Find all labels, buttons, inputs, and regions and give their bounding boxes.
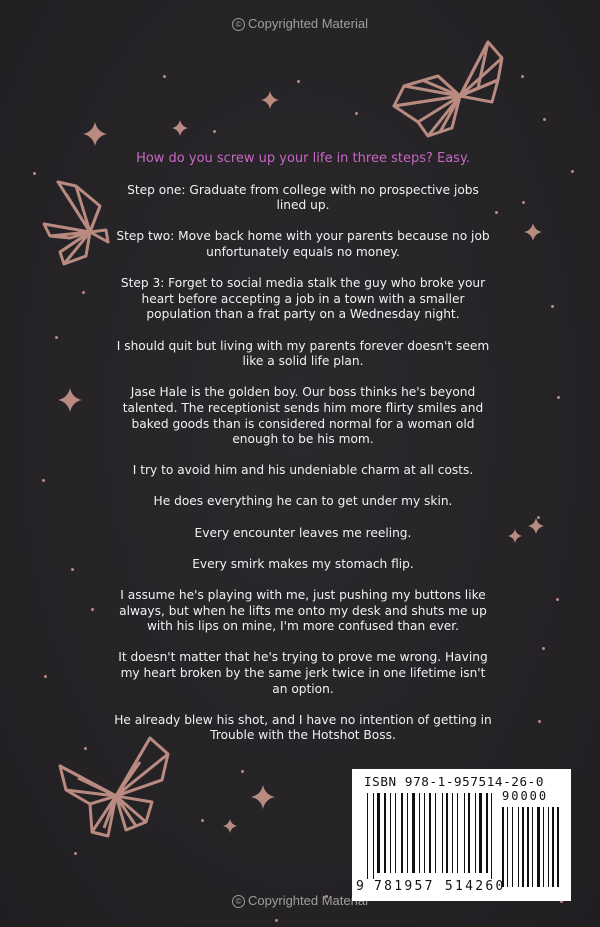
copyright-icon: © [232, 895, 245, 908]
copyright-watermark-bottom [0, 893, 600, 908]
barcode-bar [486, 793, 488, 873]
sparkle-icon [508, 529, 522, 543]
barcode-bar [424, 793, 425, 873]
blurb-text-block [112, 151, 494, 760]
star-dot [55, 336, 58, 339]
star-dot [537, 516, 540, 519]
butterfly-icon [388, 36, 506, 144]
copyright-watermark-top [0, 16, 600, 31]
blurb-paragraph: He does everything he can to get under my skin. [153, 494, 453, 509]
blurb-paragraph: Step two: Move back home with your parents because no job unfortunately equals no money. [116, 229, 490, 259]
barcode-bar [446, 793, 448, 873]
addon-bar [512, 807, 513, 887]
blurb-paragraph: It doesn't matter that he's trying to prove me wrong. Having my heart broken by the same jerk twice in one lifetime isn't an option. [118, 650, 488, 696]
star-dot [241, 770, 244, 773]
barcode-bar [373, 793, 374, 879]
star-dot [33, 172, 36, 175]
star-dot [355, 112, 358, 115]
blurb-paragraph: Every encounter leaves me reeling. [194, 525, 412, 540]
star-dot [571, 170, 574, 173]
star-dot [495, 211, 498, 214]
barcode-bar [367, 793, 368, 879]
barcode-bar [401, 793, 403, 873]
blurb-paragraph: Step 3: Forget to social media stalk the guy who broke your heart before accepting a job in a town with a smaller population than a frat party on a Wednesday night. [120, 276, 486, 322]
blurb-paragraph: Step one: Graduate from college with no prospective jobs lined up. [127, 182, 479, 213]
sparkle-icon [528, 518, 544, 534]
addon-bar [532, 807, 533, 887]
isbn-barcode [352, 769, 571, 901]
barcode-bar [452, 793, 453, 873]
sparkle-icon [172, 120, 188, 136]
addon-bar [543, 807, 544, 887]
barcode-bar [429, 793, 431, 873]
sparkle-icon [83, 122, 107, 146]
addon-bar [507, 807, 508, 887]
star-dot [42, 479, 45, 482]
star-dot [521, 75, 524, 78]
star-dot [163, 75, 166, 78]
barcode-bar [377, 793, 380, 873]
blurb-hook: How do you screw up your life in three steps? Easy. [136, 151, 470, 166]
barcode-bar [442, 793, 443, 873]
blurb-paragraph: Jase Hale is the golden boy. Our boss thinks he's beyond talented. The receptionist sends him more flirty smiles and baked goods than is considered normal for a woman old enough to be his mom. [122, 385, 484, 447]
barcode-bar [395, 793, 396, 873]
blurb-paragraph: I try to avoid him and his undeniable charm at all costs. [132, 463, 474, 478]
copyright-watermark-text: Copyrighted Material [248, 893, 368, 908]
sparkle-icon [223, 819, 237, 833]
addon-bar [548, 807, 549, 887]
sparkle-icon [261, 91, 279, 109]
star-dot [522, 201, 525, 204]
barcode-bar [468, 793, 470, 873]
addon-bar [537, 807, 540, 887]
barcode-bar [407, 793, 408, 873]
star-dot [556, 598, 559, 601]
star-dot [201, 819, 204, 822]
sparkle-icon [524, 223, 542, 241]
star-dot [44, 675, 47, 678]
addon-bar [527, 807, 529, 887]
copyright-watermark-text: Copyrighted Material [248, 16, 368, 31]
addon-bar [557, 807, 559, 887]
barcode-bar [464, 793, 465, 873]
star-dot [297, 80, 300, 83]
barcode-bar [390, 793, 391, 873]
blurb-paragraph: I assume he's playing with me, just pushing my buttons like always, but when he lifts me onto my desk and shuts me up with his lips on mine, I'm more confused than ever. [119, 588, 487, 634]
barcode-bar [475, 793, 476, 873]
barcode-bar [412, 793, 415, 873]
barcode-bar [479, 793, 482, 873]
star-dot [71, 568, 74, 571]
barcode-bar [435, 793, 436, 873]
star-dot [91, 608, 94, 611]
star-dot [82, 291, 85, 294]
star-dot [213, 130, 216, 133]
star-dot [557, 396, 560, 399]
ean-first-digit: 9 [356, 879, 364, 894]
blurb-paragraph: I should quit but living with my parents forever doesn't seem like a solid life plan. [116, 338, 490, 369]
butterfly-icon [40, 176, 112, 268]
barcode-bar [491, 793, 492, 879]
star-dot [542, 647, 545, 650]
star-dot [551, 305, 554, 308]
barcode-bar [419, 793, 420, 873]
addon-bar [502, 807, 504, 887]
blurb-paragraph: Every smirk makes my stomach flip. [192, 556, 414, 571]
price-addon-code: 90000 [502, 789, 549, 803]
addon-bar [522, 807, 524, 887]
star-dot [538, 720, 541, 723]
star-dot [74, 852, 77, 855]
isbn-label: ISBN 978-1-957514-26-0 [364, 774, 545, 789]
barcode-bar [457, 793, 458, 873]
ean-digits: 781957 514260 [374, 879, 506, 894]
addon-bar [552, 807, 554, 887]
sparkle-icon [251, 785, 275, 809]
blurb-paragraph: He already blew his shot, and I have no intention of getting in Trouble with the Hotshot Boss. [114, 712, 492, 743]
star-dot [543, 118, 546, 121]
addon-bar [518, 807, 519, 887]
copyright-icon: © [232, 18, 245, 31]
barcode-bar [384, 793, 386, 873]
star-dot [275, 919, 278, 922]
sparkle-icon [58, 388, 82, 412]
